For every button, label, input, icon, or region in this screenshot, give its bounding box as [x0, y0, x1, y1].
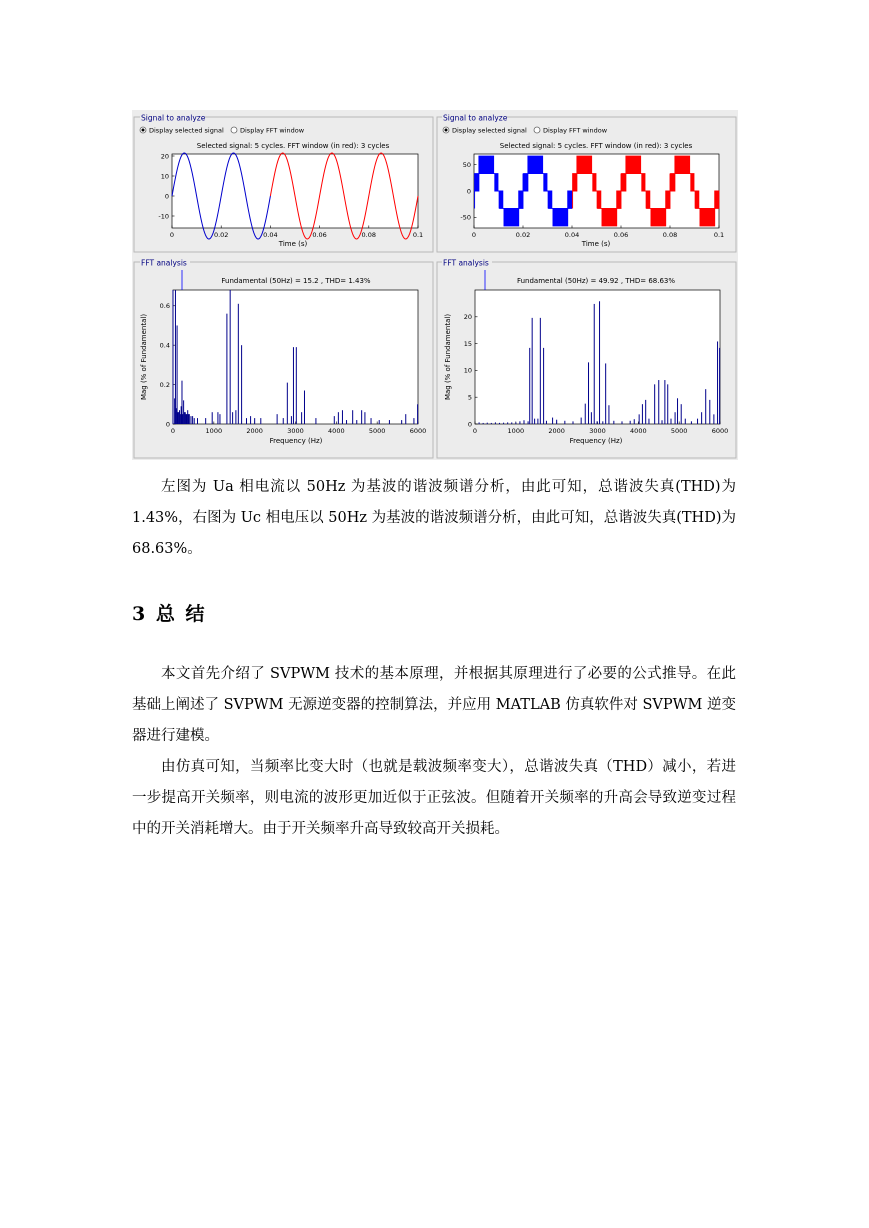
left-fft-xtick-label: 5000 [368, 427, 386, 435]
left-fft-ylabel: Mag (% of Fundamental) [140, 313, 148, 401]
left-fft-xtick-label: 6000 [409, 427, 427, 435]
left-signal-xtick-label: 0.02 [213, 231, 229, 239]
left-signal-axes [172, 154, 418, 228]
right-signal-xtick-label: 0.04 [564, 231, 580, 239]
right-signal-title: Signal to analyze [443, 113, 508, 123]
right-fft-xtick-label: 6000 [711, 427, 729, 435]
right-selected-caption: Selected signal: 5 cycles. FFT window (in red): 3 cycles [499, 142, 693, 150]
right-fft-title: FFT analysis [443, 258, 489, 268]
left-fft-xtick-label: 0 [170, 427, 176, 435]
left-fft-xlabel: Frequency (Hz) [269, 437, 323, 445]
left-signal-xtick-label: 0.06 [312, 231, 327, 239]
left-radio-selected[interactable] [140, 127, 224, 135]
right-fft-ytick-label: 0 [467, 420, 472, 429]
paragraph-summary-conclusion: 由仿真可知，当频率比变大时（也就是载波频率变大），总谐波失真（THD）减小，若进一步提高开关频率，则电流的波形更加近似于正弦波。但随着开关频率的升高会导致逆变过程中的开关消耗增大。由于开关频率升高导致较高开关损耗。 [132, 759, 736, 837]
right-fft-caption: Fundamental (50Hz) = 49.92 , THD= 68.63% [516, 277, 676, 285]
right-fft-ytick-label: 5 [467, 393, 472, 402]
right-signal-xlabel: Time (s) [581, 240, 611, 248]
right-fft-xtick-label: 2000 [548, 427, 565, 435]
right-fft-xtick-label: 5000 [670, 427, 688, 435]
right-fft-ytick-label: 10 [463, 366, 472, 375]
left-signal-ytick-label: 20 [160, 152, 169, 161]
left-signal-xtick-label: 0.1 [412, 231, 424, 239]
right-fft-ylabel: Mag (% of Fundamental) [444, 313, 452, 401]
left-signal-ytick-label: 0 [164, 192, 169, 201]
left-radio-selected-label: Display selected signal [149, 126, 224, 135]
right-fft-xtick-label: 0 [472, 427, 478, 435]
right-signal-xtick-label: 0.02 [515, 231, 531, 239]
left-signal-xtick-label: 0 [169, 231, 175, 239]
left-selected-caption: Selected signal: 5 cycles. FFT window (in red): 3 cycles [196, 142, 390, 150]
left-fft-xtick-label: 2000 [246, 427, 263, 435]
right-fft-xlabel: Frequency (Hz) [569, 437, 623, 445]
left-fft-xtick-label: 1000 [205, 427, 223, 435]
right-fft-axes [475, 290, 720, 424]
left-signal-ytick-label: -10 [158, 212, 169, 221]
right-fft-ytick-label: 20 [463, 313, 472, 322]
left-fft-ytick-label: 0.2 [159, 380, 170, 389]
right-fft-ytick-label: 15 [463, 339, 472, 348]
left-radio-fft-label: Display FFT window [240, 126, 305, 135]
right-radio-selected[interactable] [443, 127, 527, 135]
paragraph-summary-intro: 本文首先介绍了 SVPWM 技术的基本原理，并根据其原理进行了必要的公式推导。在此基础上阐述了 SVPWM 无源逆变器的控制算法，并应用 MATLAB 仿真软件对 SVPWM 逆变器进行建模。 [132, 666, 736, 744]
right-radio-selected-label: Display selected signal [452, 126, 527, 135]
left-signal-xtick-label: 0.08 [361, 231, 377, 239]
right-fft-xtick-label: 4000 [630, 427, 647, 435]
right-signal-xtick-label: 0 [471, 231, 477, 239]
left-fft-caption: Fundamental (50Hz) = 15.2 , THD= 1.43% [221, 277, 371, 285]
left-fft-axes [173, 290, 418, 424]
right-signal-ytick-label: -50 [460, 213, 471, 222]
left-fft-xtick-label: 4000 [328, 427, 345, 435]
left-fft-ytick-label: 0.6 [159, 302, 170, 311]
right-signal-ytick-label: 50 [462, 160, 471, 169]
right-radio-fft[interactable] [534, 127, 608, 135]
right-fft-xtick-label: 3000 [589, 427, 606, 435]
right-signal-ytick-label: 0 [466, 187, 471, 196]
right-signal-xtick-label: 0.06 [613, 231, 629, 239]
right-radio-fft-label: Display FFT window [543, 126, 608, 135]
left-fft-ytick-label: 0 [165, 420, 170, 429]
right-fft-xtick-label: 1000 [507, 427, 525, 435]
left-signal-title: Signal to analyze [141, 113, 206, 123]
fft-analysis-figure [132, 110, 738, 460]
section-heading-summary: 3 总 结 [132, 603, 207, 625]
left-signal-xlabel: Time (s) [278, 240, 308, 248]
right-signal-xtick-label: 0.1 [713, 231, 725, 239]
left-fft-title: FFT analysis [141, 258, 187, 268]
left-signal-xtick-label: 0.04 [263, 231, 278, 239]
left-radio-fft[interactable] [231, 127, 305, 135]
right-signal-xtick-label: 0.08 [662, 231, 678, 239]
paragraph-thd-analysis: 左图为 Ua 相电流以 50Hz 为基波的谐波频谱分析，由此可知，总谐波失真(THD)为 1.43%，右图为 Uc 相电压以 50Hz 为基波的谐波频谱分析，由此可知，总谐波失真(THD)为 68.63%。 [132, 479, 736, 557]
left-signal-ytick-label: 10 [160, 172, 169, 181]
left-fft-ytick-label: 0.4 [159, 341, 170, 350]
left-fft-xtick-label: 3000 [287, 427, 304, 435]
